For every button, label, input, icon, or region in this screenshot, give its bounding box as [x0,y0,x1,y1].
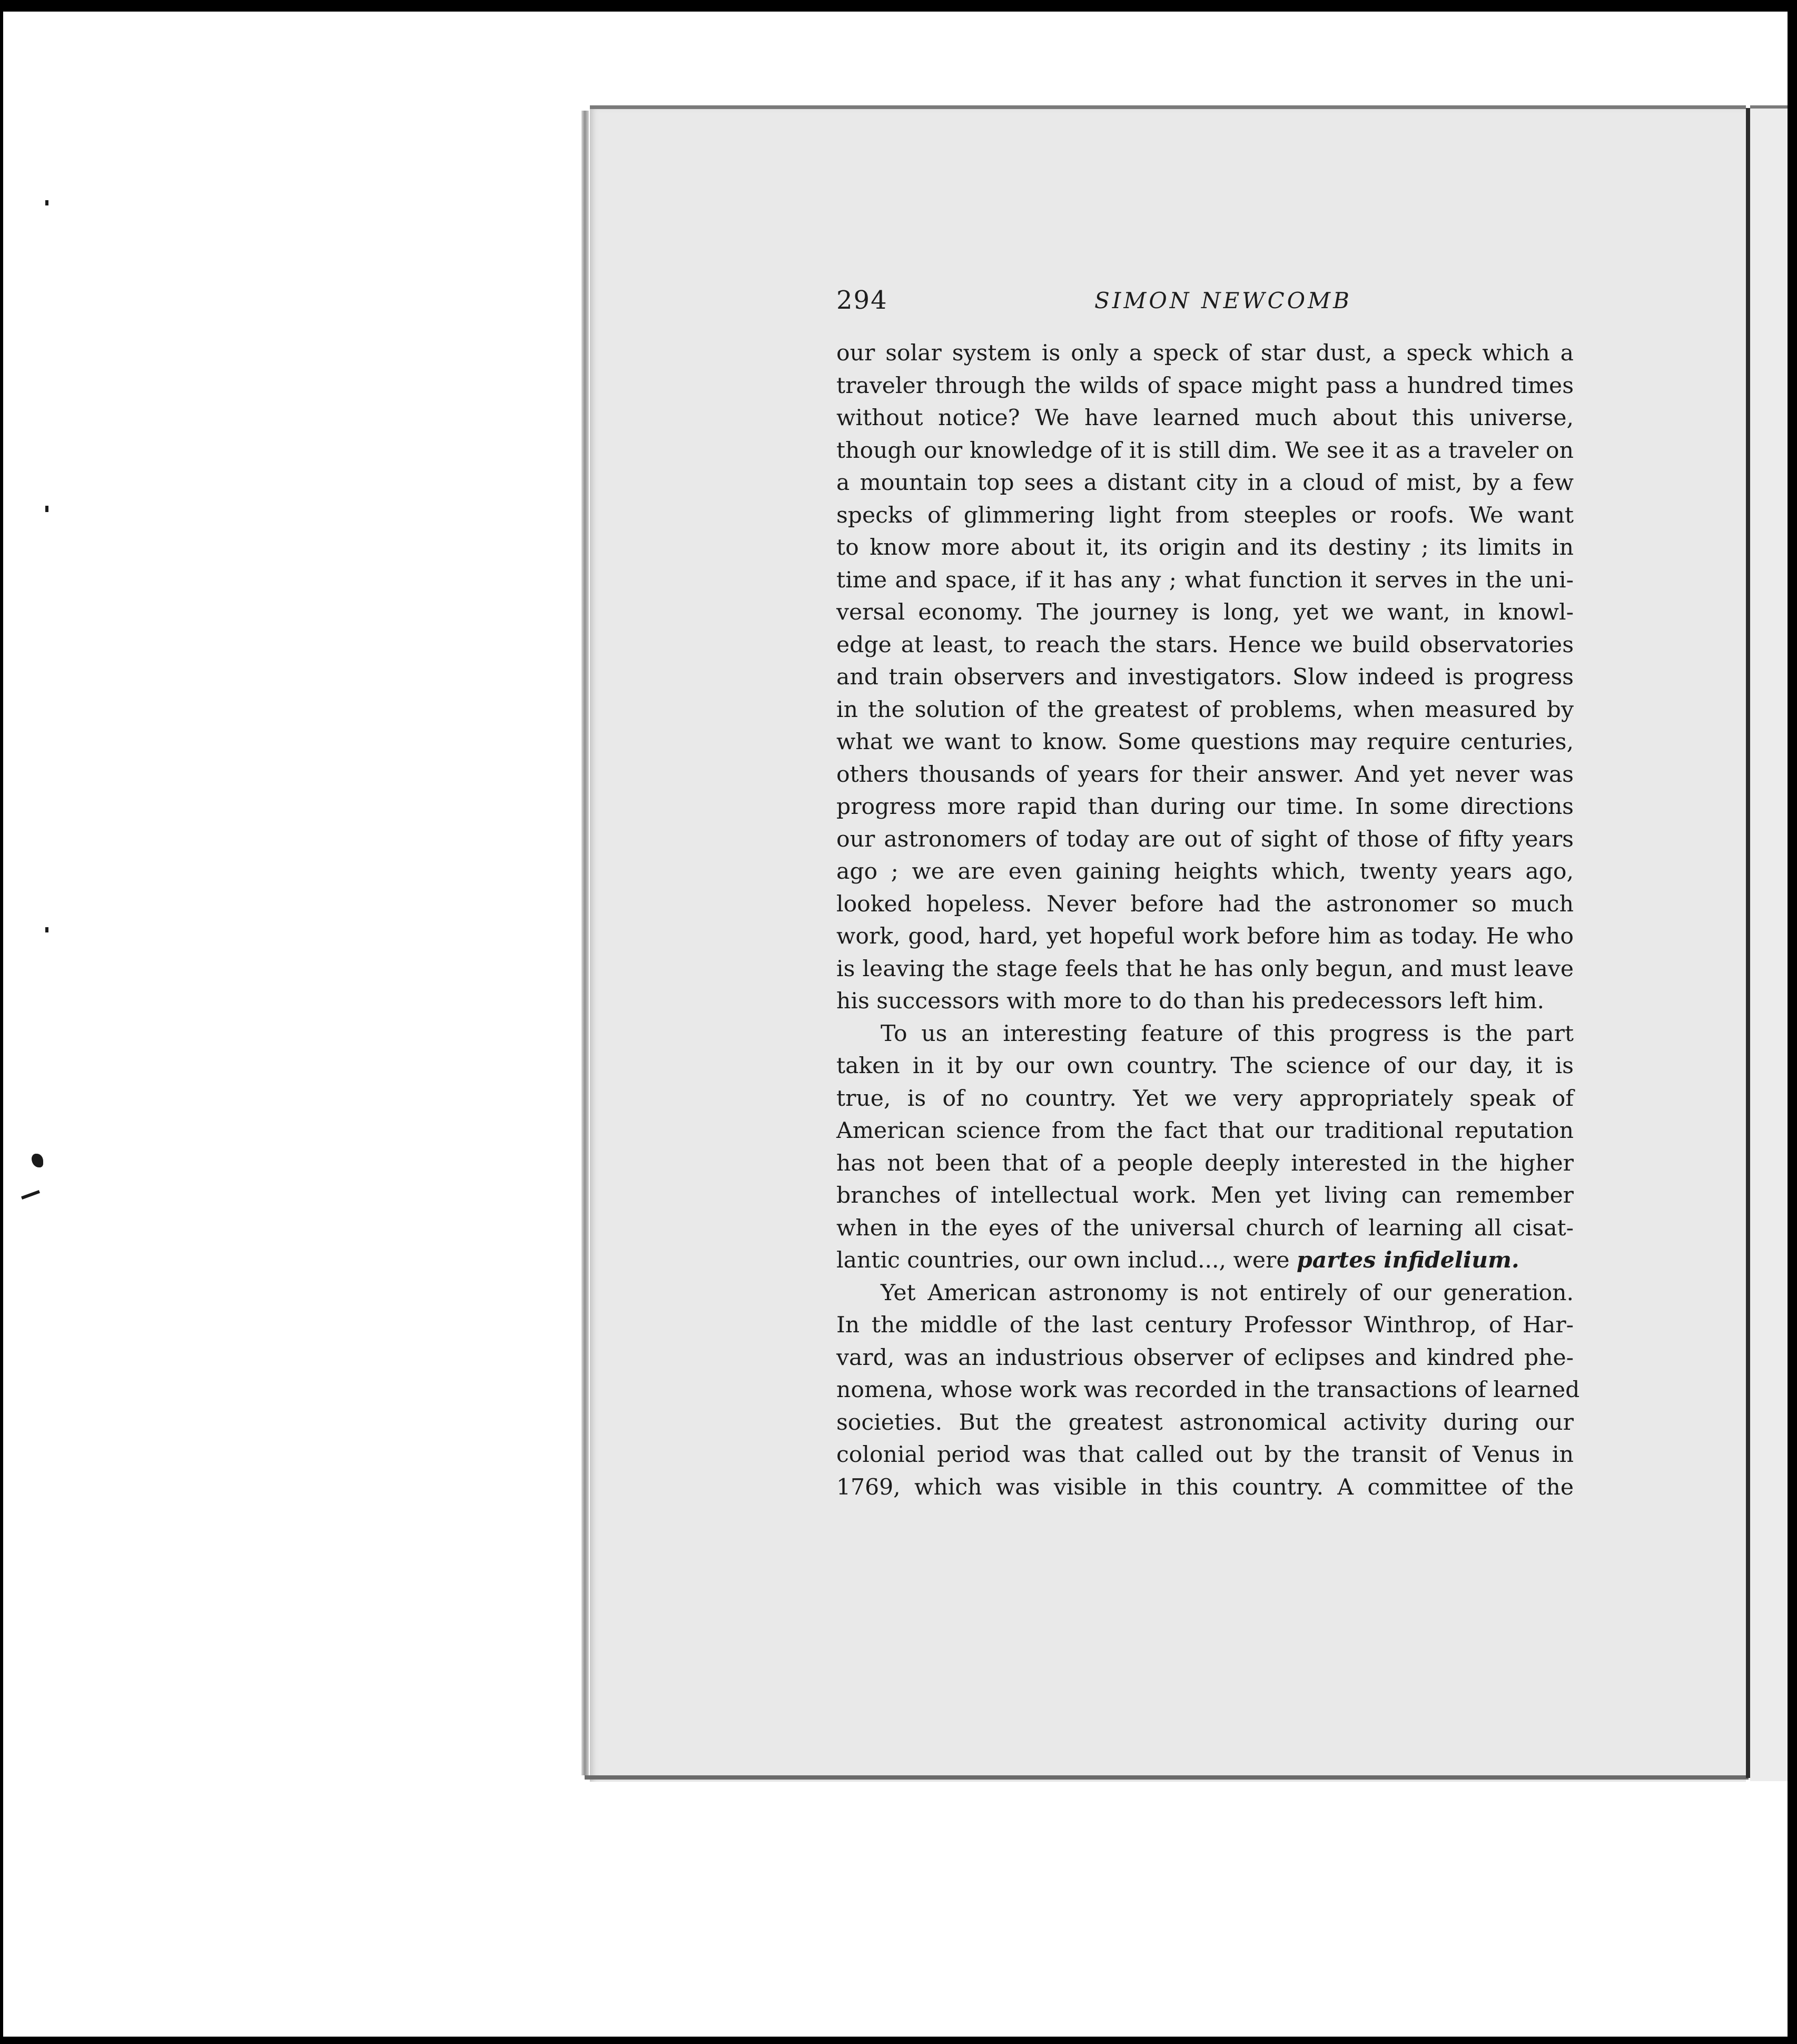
paragraph-first-line: Yet American astronomy is not entirely of our generation. [881,1280,1574,1306]
text-line: versal economy. The journey is long, yet we want, in knowl- [836,600,1574,625]
text-line: taken in it by our own country. The science of our day, it is [836,1053,1574,1079]
scan-smudge [32,1154,43,1167]
text-line: vard, was an industrious observer of eclipses and kindred phe- [836,1344,1574,1371]
text-line: traveler through the wilds of space might pass a hundred times [836,372,1574,399]
text-line: his successors with more to do than his predecessors left him. [836,988,1544,1014]
text-line: to know more about it, its origin and its destiny ; its limits in [836,535,1574,561]
text-line: when in the eyes of the universal church of learning all cisat- [836,1215,1574,1241]
text-line: has not been that of a people deeply interested in the higher [836,1150,1574,1176]
running-head [836,286,1574,322]
facing-page-edge [1746,108,1750,1778]
text-line: others thousands of years for their answer. And yet never was [836,761,1574,788]
text-line: our astronomers of today are out of sight of those of fifty years [836,826,1574,852]
scan-border-left [0,0,3,2044]
italic-phrase: partes infidelium. [1297,1247,1519,1273]
page-bottom-edge [585,1775,1749,1780]
page-binding-edge [581,111,589,1775]
text-line: our solar system is only a speck of star dust, a speck which a [836,340,1574,366]
text-line: edge at least, to reach the stars. Hence we build observatories [836,632,1574,658]
text-line: colonial period was that called out by the transit of Venus in [836,1442,1574,1468]
text-line: and train observers and investigators. Slow indeed is progress [836,664,1574,690]
text-line: societies. But the greatest astronomical activity during our [836,1409,1574,1436]
body-text [836,337,1580,1503]
scan-speck [45,200,48,205]
text-line: ago ; we are even gaining heights which, twenty years ago, [836,859,1574,885]
text-line: a mountain top sees a distant city in a cloud of mist, by a few [836,470,1574,496]
scan-border-top [0,0,1797,12]
text-line: work, good, hard, yet hopeful work before him as today. He who [836,923,1574,949]
text-line: looked hopeless. Never before had the astronomer so much [836,891,1574,917]
text-line-with-italic [836,1244,1574,1277]
text-line: progress more rapid than during our time. In some directions [836,794,1574,820]
text-line: specks of glimmering light from steeples or roofs. We want [836,502,1574,528]
text-line: nomena, whose work was recorded in the transactions of learned [836,1377,1580,1403]
scan-smudge [21,1190,40,1200]
text-line: is leaving the stage feels that he has only begun, and must leave [836,956,1574,982]
running-title: SIMON NEWCOMB [1094,288,1352,313]
text-line: in the solution of the greatest of problems, when measured by [836,696,1574,723]
text-line: though our knowledge of it is still dim. We see it as a traveler on [836,437,1574,464]
page-number: 294 [836,286,888,315]
scan-speck [45,927,48,932]
text-line: 1769, which was visible in this country. A committee of the [836,1474,1574,1500]
facing-page [1750,105,1788,1781]
text-line: American science from the fact that our traditional reputation [836,1118,1574,1144]
text-line: time and space, if it has any ; what function it serves in the uni- [836,567,1574,593]
text-line: In the middle of the last century Professor Winthrop, of Har- [836,1312,1574,1338]
scan-border-bottom [0,2037,1797,2044]
text-fragment: lantic countries, our own includ..., were [836,1247,1290,1273]
text-line: branches of intellectual work. Men yet living can remember [836,1183,1574,1208]
scan-speck [45,506,48,512]
text-line: what we want to know. Some questions may require centuries, [836,729,1574,755]
text-line: true, is of no country. Yet we very appropriately speak of [836,1085,1574,1112]
paragraph-first-line: To us an interesting feature of this progress is the part [881,1020,1574,1047]
scan-border-right [1788,0,1797,2044]
text-line: without notice? We have learned much about this universe, [836,405,1574,431]
